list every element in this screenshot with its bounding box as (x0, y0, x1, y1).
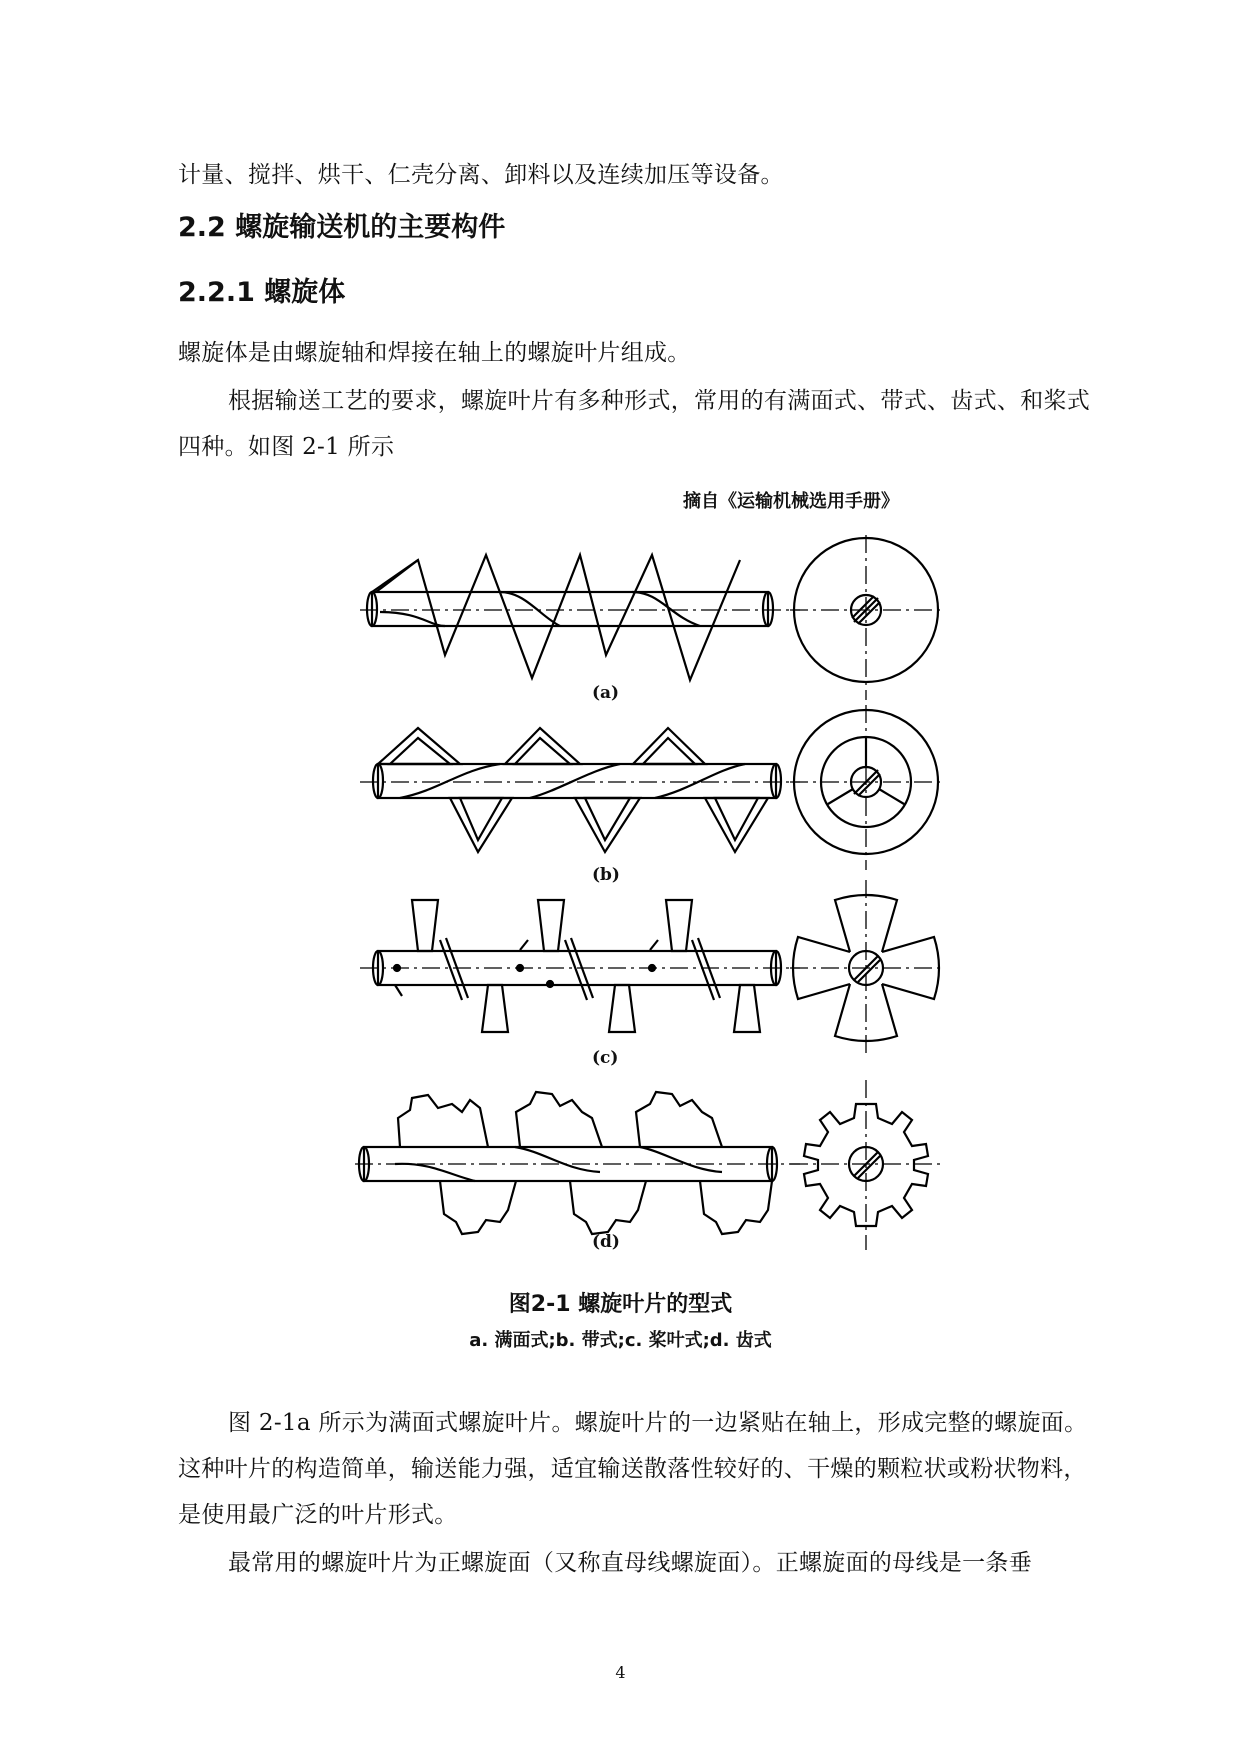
paragraph-screw-body: 螺旋体是由螺旋轴和焊接在轴上的螺旋叶片组成。 (178, 340, 691, 366)
text-line-continuation: 计量、搅拌、烘干、仁壳分离、卸料以及连续加压等设备。 (178, 162, 784, 188)
figure-caption-subtitle: a. 满面式;b. 带式;c. 桨叶式;d. 齿式 (469, 1330, 772, 1351)
screw-belt-diagram (360, 705, 945, 870)
section-heading-2-2-1: 2.2.1 螺旋体 (178, 277, 346, 308)
figure-label-b: (b) (592, 865, 620, 885)
page-number: 4 (615, 1663, 626, 1682)
figure-label-d: (d) (592, 1232, 620, 1252)
figure-caption-title: 图2-1 螺旋叶片的型式 (508, 1292, 733, 1317)
paragraph-full-face-blade: 图 2-1a 所示为满面式螺旋叶片。螺旋叶片的一边紧贴在轴上，形成完整的螺旋面。这种叶片的构造简单，输送能力强，适宜输送散落性较好的、干燥的颗粒状或粉状物料，是使用最广泛的叶片形式。 (178, 1410, 1088, 1528)
screw-toothed-diagram (355, 1080, 945, 1250)
paragraph-blade-types: 根据输送工艺的要求，螺旋叶片有多种形式，常用的有满面式、带式、齿式、和桨式四种。如图 2-1 所示 (178, 388, 1091, 460)
figure-source-note: 摘自《运输机械选用手册》 (683, 491, 899, 512)
screw-full-face-diagram (360, 535, 945, 700)
paragraph-helicoid: 最常用的螺旋叶片为正螺旋面（又称直母线螺旋面）。正螺旋面的母线是一条垂 (228, 1550, 1032, 1576)
figure-label-a: (a) (592, 683, 620, 703)
screw-paddle-diagram (360, 880, 945, 1055)
figure-label-c: (c) (592, 1048, 619, 1068)
section-heading-2-2: 2.2 螺旋输送机的主要构件 (178, 212, 506, 243)
